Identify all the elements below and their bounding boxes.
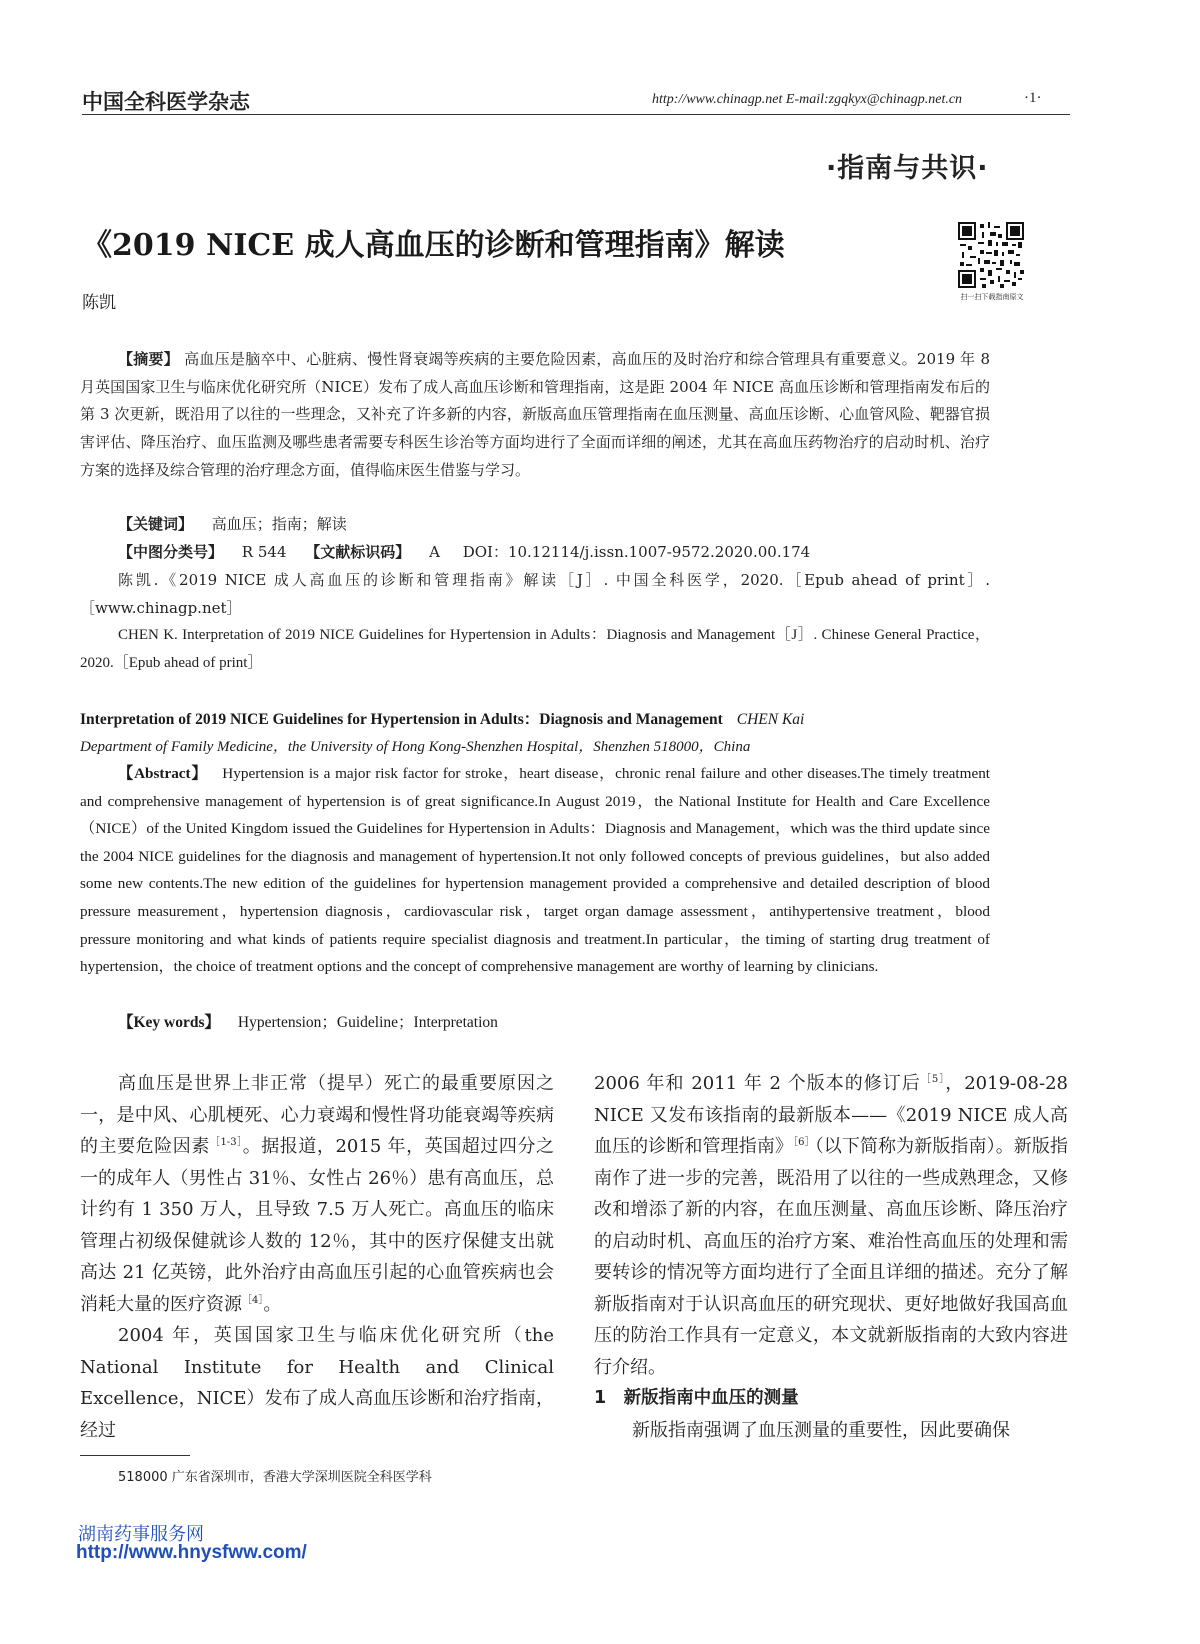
body-right-column [594, 1068, 1068, 1446]
body-paragraph: 2006 年和 2011 年 2 个版本的修订后$^{[5]}$，2019-08-28 NICE 又发布该指南的最新版本——《2019 NICE 成人高血压的诊断和管理指南》$^{[6]}$（以下简称为新版指南）。新版指南作了进一步的完善，既沿用了以往的一些成熟理念，又修改和增添了新的内容，在血压测量、高血压诊断、降压治疗的启动时机、高血压的治疗方案、难治性高血压的处理和需要转诊的情况等方面均进行了全面且详细的描述。充分了解新版指南对于认识高血压的研究现状、更好地做好我国高血压的防治工作具有一定意义，本文就新版指南的大致内容进行介绍。 [594, 1073, 1068, 1378]
watermark-name: 湖南药事服务网 [78, 1524, 204, 1545]
article-author: 陈凯 [82, 293, 116, 313]
footnote-affiliation: 518000 广东省深圳市，香港大学深圳医院全科医学科 [118, 1470, 432, 1485]
watermark-url-link[interactable]: http://www.hnysfww.com/ [76, 1542, 307, 1563]
reference-marker[interactable]: ［1-3］ [209, 1137, 243, 1148]
citation-en: CHEN K. Interpretation of 2019 NICE Guidelines for Hypertension in Adults：Diagnosis and Management［J］. Chinese General Practice，2020.［Epub ahead of print］ [80, 627, 990, 671]
clc-value: R 544 [241, 543, 287, 561]
en-abstract-text: Hypertension is a major risk factor for stroke，heart disease，chronic renal failure and other diseases.The timely treatment and comprehensive management of hypertension is of great significance.In August 2019，the National Institute for Health and Care Excellence（NICE）of the United Kingdom issued the Guidelines for Hypertension in Adults：Diagnosis and Management，which was the third update since the 2004 NICE guidelines for the diagnosis and management of hypertension.It not only followed concepts of previous guidelines，but also added some new contents.The new edition of the guidelines for hypertension management provided a comprehensive and detailed description of blood pressure measurement，hypertension diagnosis，cardiovascular risk，target organ damage assessment，antihypertensive treatment，blood pressure monitoring and what kinds of patients require specialist diagnosis and treatment.In particular，the timing of starting drug treatment of hypertension，the choice of treatment options and the concept of comprehensive management are worthy of learning by clinicians. [80, 765, 991, 976]
en-abstract-label: 【Abstract】 [118, 765, 208, 782]
doc-code-value: A [429, 543, 440, 561]
doi: DOI：10.12114/j.issn.1007-9572.2020.00.174 [462, 543, 811, 561]
qr-code-icon [958, 222, 1024, 288]
footnote-divider [80, 1455, 190, 1456]
reference-marker[interactable]: ［6］ [793, 1137, 815, 1148]
section-heading: 1 新版指南中血压的测量 [594, 1388, 799, 1408]
header-divider [82, 114, 1070, 115]
en-keywords-text: Hypertension；Guideline；Interpretation [237, 1014, 498, 1031]
cn-keywords [118, 511, 998, 537]
reference-marker[interactable]: ［5］ [920, 1074, 946, 1085]
body-paragraph: 2004 年，英国国家卫生与临床优化研究所（the National Institute for Health and Clinical Excellence，NICE）发布了成人高血压诊断和治疗指南，经过 [80, 1325, 554, 1441]
cn-abstract [80, 346, 990, 485]
page-number: ·1· [1024, 90, 1042, 106]
qr-caption: 扫一扫下载指南原文 [960, 293, 1024, 301]
doc-code-label: 【文献标识码】 [305, 543, 411, 561]
clc-label: 【中图分类号】 [118, 543, 224, 561]
en-keywords [118, 1010, 498, 1032]
reference-marker[interactable]: ［4］ [242, 1294, 264, 1306]
citation-cn: 陈凯.《2019 NICE 成人高血压的诊断和管理指南》解读［J］. 中国全科医学，2020.［Epub ahead of print］.［www.chinagp.net］ [80, 571, 990, 617]
article-title: 《2019 NICE 成人高血压的诊断和管理指南》解读 [82, 228, 785, 263]
en-author: CHEN Kai [736, 711, 805, 728]
journal-name: 中国全科医学杂志 [82, 90, 250, 114]
journal-website: http://www.chinagp.net E-mail:zgqkyx@chinagp.net.cn [652, 92, 963, 107]
cn-keywords-text: 高血压；指南；解读 [211, 515, 347, 533]
column-tag: ·指南与共识· [826, 153, 989, 184]
classification-line [118, 539, 998, 565]
cn-abstract-label: 【摘要】 [118, 350, 180, 368]
en-title-line [80, 707, 804, 729]
body-left-column [80, 1068, 554, 1446]
en-title: Interpretation of 2019 NICE Guidelines for Hypertension in Adults：Diagnosis and Management [80, 711, 723, 728]
cn-abstract-text: 高血压是脑卒中、心脏病、慢性肾衰竭等疾病的主要危险因素，高血压的及时治疗和综合管理具有重要意义。2019 年 8 月英国国家卫生与临床优化研究所（NICE）发布了成人高血压诊断和管理指南，这是距 2004 年 NICE 高血压诊断和管理指南发布后的第 3 次更新，既沿用了以往的一些理念，又补充了许多新的内容，新版高血压管理指南在血压测量、高血压诊断、心血管风险、靶器官损害评估、降压治疗、血压监测及哪些患者需要专科医生诊治等方面均进行了全面而详细的阐述，尤其在高血压药物治疗的启动时机、治疗方案的选择及综合管理的治疗理念方面，值得临床医生借鉴与学习。 [80, 350, 990, 479]
en-keywords-label: 【Key words】 [118, 1014, 221, 1031]
body-paragraph: 高血压是世界上非正常（提早）死亡的最重要原因之一，是中风、心肌梗死、心力衰竭和慢性肾功能衰竭等疾病的主要危险因素$^{[1-3]}$。据报道，2015 年，英国超过四分之一的成年人（男性占 31％、女性占 26％）患有高血压，总计约有 1 350 万人，且导致 7.5 万人死亡。高血压的临床管理占初级保健就诊人数的 12％，其中的医疗保健支出就高达 21 亿英镑，此外治疗由高血压引起的心血管疾病也会消耗大量的医疗资源$^{[4]}$。 [80, 1073, 555, 1315]
en-affiliation: Department of Family Medicine，the University of Hong Kong-Shenzhen Hospital，Shenzhen 518000，China [80, 739, 751, 755]
cn-keywords-label: 【关键词】 [118, 515, 194, 533]
en-abstract [80, 760, 990, 981]
body-paragraph: 新版指南强调了血压测量的重要性，因此要确保 [632, 1419, 1010, 1441]
